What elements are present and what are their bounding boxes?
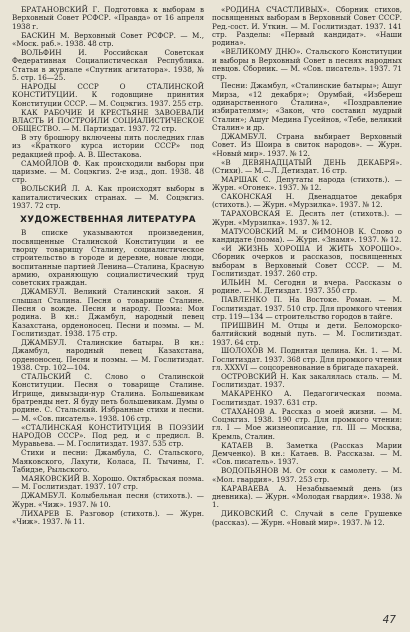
bibliography-entry: В эту брошюру включены пять последних глав из «Краткого курса истории СССР» под редакцией проф. А. В. Шестакова. <box>12 133 204 159</box>
bibliography-entry: ИЛЬИН М. Сегодня и вчера. Рассказы о родине. — М. Детиздат. 1937. 350 стр. <box>212 277 402 296</box>
bibliography-entry: «РОДИНА СЧАСТЛИВЫХ». Сборник стихов, посвященных выборам в Верховный Совет СССР. Ред.-сост. И. Уткин. — М. Гослитиздат. 1937. 141 стр. Разделы: «Первый кандидат». «Наши родина». <box>212 5 402 48</box>
bibliography-entry: ПАВЛЕНКО П. На Востоке. Роман. — М. Гослитиздат. 1937. 510 стр. Для промкого чтения стр. 119—134 — строительство городов в тайге. <box>212 295 402 321</box>
bibliography-entry: ВОДОПЬЯНОВ М. От сохи к самолету. — М. «Мол. гвардия». 1937. 253 стр. <box>212 466 402 484</box>
bibliography-entry: МАЯКОВСКИЙ В. Хорошо. Октябрьская поэма. — М. Гослитиздат. 1937. 107 стр. <box>12 473 204 492</box>
bibliography-entry: ДЖАМБУЛ. Сталинские батыры. В кн.: Джамбул, народный певец Казахстана, орденоносец. Песни и поэмы. — М. Гослитиздат. 1938. Стр. 102—104. <box>12 338 204 373</box>
bibliography-entry: ДЖАМБУЛ. Великий Сталинский закон. Я слышал Сталина. Песня о товарище Сталине. Песня о вожде. Песня и народу. Поэма: Моя родина. В кн.: Джамбул, народный певец Казахстана, орденоносец. Песни и поэмы. — М. Гослитиздат. 1938. 175 стр. <box>12 287 204 339</box>
bibliography-entry: «СТАЛИНСКАЯ КОНСТИТУЦИЯ В ПОЭЗИИ НАРОДОВ СССР». Под ред. и с предисл. В. Муравьева. — М. Гослитиздат. 1937. 535 стр. <box>12 422 204 449</box>
bibliography-entry: САМОЙЛОВ Ф. Как происходили выборы при царизме. — М. Соцэкгиз. 2-е изд., доп. 1938. 48 стр. <box>12 158 204 185</box>
left-entries-before <box>12 6 204 210</box>
two-column-layout <box>12 6 402 527</box>
bibliography-entry: МАРШАК С. Депутаты народа (стихотв.). — Журн. «Огонек». 1937. № 12. <box>212 174 402 193</box>
bibliography-entry: БАСКИН М. Верховный Совет РСФСР. — М., «Моск. раб.». 1938. 48 стр. <box>12 30 204 48</box>
left-column <box>12 6 204 527</box>
bibliography-entry: Стихи и песни: Джамбула, С. Стальского, Маяковского, Лахути, Коласа, П. Тычины, Г. Табидзе, Рыльского. <box>12 448 204 474</box>
page-number: 47 <box>382 614 396 626</box>
right-entries <box>212 6 402 527</box>
bibliography-entry: «ВЕЛИКОМУ ДНЮ». Стальского Конституции и выборы в Верховный Совет в песнях народных певцов. Сборник. — М. «Сов. писатель». 1937. 71 стр. <box>212 47 402 82</box>
bibliography-entry: САКОНСКАЯ Н. Двенадцатое декабря (стихотв.). — Журн. «Мурзилка». 1937. № 12. <box>212 192 402 210</box>
right-column <box>212 6 402 527</box>
bibliography-entry: МАКАРЕНКО А. Педагогическая поэма. Гослитиздат. 1937. 631 стр. <box>212 389 402 407</box>
bibliography-entry: ДЖАМБУЛ. Колыбельная песня (стихотв.). — Журн. «Чиж». 1937. № 10. <box>12 491 204 509</box>
bibliography-entry: ОСТРОВСКИЙ Н. Как закалялась сталь. — М. Гослитиздат. 1937. <box>212 372 402 390</box>
left-entries-after <box>12 229 204 526</box>
bibliography-entry: МАТУСОВСКИЙ М. и СИМОНОВ К. Слово о кандидате (поэма). — Журн. «Знамя». 1937. № 12. <box>212 226 402 245</box>
bibliography-entry: НАРОДЫ СССР О СТАЛИНСКОЙ КОНСТИТУЦИИ. К годовщине принятия Конституции СССР. — М. Соцэкгиз. 1937. 255 стр. <box>12 81 204 108</box>
bibliography-entry: ЛИХАРЕВ Б. Разговор (стихотв.). — Журн. «Чиж». 1937. № 11. <box>12 508 204 526</box>
bibliography-entry: «И ЖИЗНЬ ХОРОША И ЖИТЬ ХОРОШО». Сборник очерков и рассказов, посвященных выборам в Верховный Совет СССР. — М. Гослитиздат. 1937. 260 стр. <box>212 243 402 278</box>
bibliography-entry: ВОЛЬСКИЙ Л. А. Как происходят выборы в капиталистических странах. — М. Соцэкгиз. 1937. 72 стр. <box>12 184 204 211</box>
section-title: ХУДОЖЕСТВЕННАЯ ЛИТЕРАТУРА <box>20 215 196 226</box>
bibliography-entry: ДЖАМБУЛ. Страна выбирает Верховный Совет. Из Шоира в свиток народов». — Журн. «Новый мир». 1937. № 12. <box>212 131 402 158</box>
bibliography-entry: ДИКОВСКИЙ С. Случай в селе Грушевке (рассказ). — Журн. «Новый мир». 1937. № 12. <box>212 509 402 527</box>
bibliography-entry: ПРИШВИН М. Отцы и дети. Беломорско-балтийский водный путь. — М. Гослитиздат. 1937. 64 стр. <box>212 320 402 347</box>
bibliography-entry: СТАХАНОВ А. Рассказ о моей жизни. — М. Соцэкгиз. 1938. 190 стр. Для промкого чтения: гл. I — Мое жизнеописание, гл. III — Москва, Кремль, Сталин. <box>212 406 402 441</box>
bibliography-entry: КАРАВАЕВА А. Незабываемый день (из дневника). — Журн. «Молодая гвардия». 1938. № 1. <box>212 483 402 510</box>
bibliography-entry: Песни: Джамбул, «Сталинские батыры»; Ашуг Мирза, «12 декабря»; Орумбай, «Избереш одинарственного Сталина», «Поздравление избирателям»; «Закон, что составил мудрый Сталин»; Ашуг Медина Гусейнов, «Тебе, великий Сталин» и др. <box>212 81 402 132</box>
bibliography-entry: БРАТАНОВСКИЙ Г. Подготовка к выборам в Верховный Совет РСФСР. «Правда» от 16 апреля 1938 г. <box>12 5 204 31</box>
bibliography-entry: «В ДЕВЯНАДЦАТЫЙ ДЕНЬ ДЕКАБРЯ». (Стихи). — М.—Л. Детиздат. 16 стр. <box>212 157 402 175</box>
bibliography-entry: СТАЛЬСКИЙ С. Слово о Сталинской Конституции. Песня о товарище Сталине. Игрище, дивызыди-нур Сталина. Большевикам братренды нет. Я буду петь большевикам. Думы о родине. С. Стальский. Избранные стихи и песни. — М. «Сов. писатель». 1938. 106 стр. <box>12 372 204 423</box>
bibliography-entry: КАК РАБОЧИЕ И КРЕСТЬЯНЕ ЗАВОЕВАЛИ ВЛАСТЬ И ПОСТРОИЛИ СОЦИАЛИСТИЧЕСКОЕ ОБЩЕСТВО. — М. Партиздат. 1937. 72 стр. <box>12 107 204 134</box>
bibliography-entry: ШОЛОХОВ М. Поднятая целина. Кн. 1. — М. Гослитиздат. 1937. 368 стр. Для промкого чтения гл. XXXVI — соцсоревнование в бригаде пахарей. <box>212 346 402 373</box>
bibliography-entry: ВОЛЬФИН И. Российская Советская Федеративная Социалистическая Республика. Статьи в журнале «Спутник агитатора». 1938, № 5. стр. 16—25. <box>12 47 204 82</box>
bibliography-entry: ТАРАХОВСКАЯ Е. Десять лет (стихотв.). — Журн. «Мурзилка». 1937. № 12. <box>212 209 402 227</box>
bibliography-entry: В списке указываются произведения, посвященные Сталинской Конституции и ее творцу товарищу Сталину, социалистическое строительство в городе и деревне, новые люди, воспитанные партией Ленина—Сталина, Красную армию, охраняющую социалистический труд советских граждан. <box>12 228 204 288</box>
bibliography-entry: КАТАЕВ В. Заметка (Рассказ Марии Демченко). В кн.: Катаев. В. Рассказы. — М. «Сов. писатель». 1937. <box>212 440 402 467</box>
